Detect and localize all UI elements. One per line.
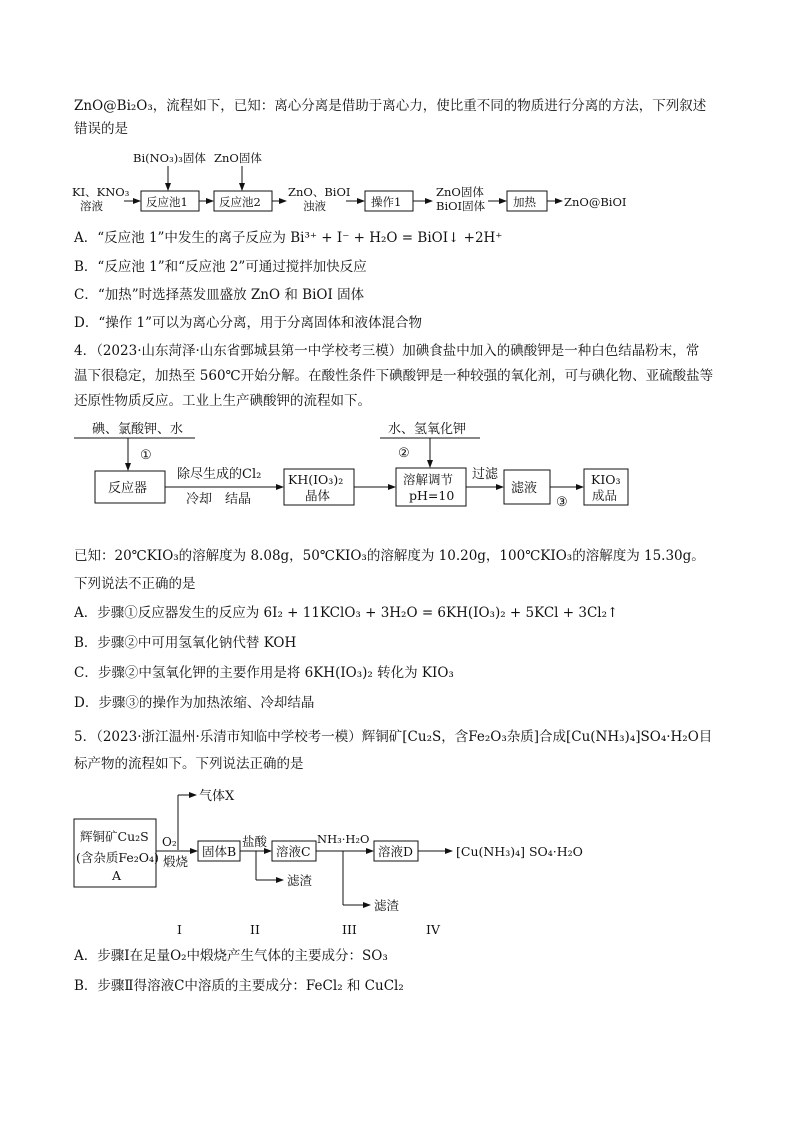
q3-option-d: D．“操作 1”可以为离心分离，用于分离固体和液体混合物 [74, 315, 423, 331]
q5-residue2-label: 滤渣 [374, 898, 400, 913]
q3-add1-label: Bi(NO₃)₃固体 [133, 151, 206, 165]
q4-box-khio-line2: 晶体 [305, 488, 331, 503]
q3-box-reactor2-label: 反应池2 [219, 195, 261, 209]
q3-intro-line1: ZnO@Bi₂O₃，流程如下，已知：离心分离是借助于离心力，使比重不同的物质进行分离的方法，下列叙述 [74, 98, 707, 114]
q4-box-reactor-label: 反应器 [108, 481, 148, 496]
q3-box-op1-label: 操作1 [371, 195, 402, 209]
q4-step2: ② [398, 446, 410, 461]
q5-line2: 标产物的流程如下。下列说法正确的是 [74, 756, 304, 772]
q5-step-1: I [177, 922, 182, 937]
q4-option-c: C．步骤②中氢氧化钾的主要作用是将 6KH(IO₃)₂ 转化为 KIO₃ [74, 665, 454, 681]
q4-box-khio-line1: KH(IO₃)₂ [288, 472, 344, 487]
q3-box-heat-label: 加热 [513, 195, 536, 209]
q5-line1: 5．（2023·浙江温州·乐清市知临中学校考一模）辉铜矿[Cu₂S，含Fe₂O₃杂质]合成[Cu(NH₃)₄]SO₄·H₂O目 [74, 729, 713, 745]
q4-filter-label: 过滤 [472, 467, 499, 482]
q4-between-bottom: 冷却 结晶 [186, 492, 252, 507]
q5-box-c-label: 溶液C [276, 844, 311, 859]
q5-gas-label: 气体X [199, 789, 235, 804]
q3-mid-line1: ZnO、BiOI [288, 185, 351, 199]
q4-reagent2: 水、氢氧化钾 [388, 422, 467, 437]
q3-option-a: A．“反应池 1”中发生的离子反应为 Bi³⁺ + I⁻ + H₂O = BiOI↓ +2H⁺ [74, 230, 503, 246]
q5-product-label: [Cu(NH₃)₄] SO₄·H₂O [456, 844, 583, 859]
q4-option-d: D．步骤③的操作为加热浓缩、冷却结晶 [74, 695, 315, 711]
q4-question: 下列说法不正确的是 [74, 576, 196, 592]
q4-line3: 还原性物质反应。工业上生产碘酸钾的流程如下。 [74, 393, 371, 409]
q3-input-line1: KI、KNO₃ [72, 185, 130, 199]
q4-box-product-line2: 成品 [592, 488, 618, 503]
q4-known: 已知：20℃KIO₃的溶解度为 8.08g，50℃KIO₃的溶解度为 10.20g，100℃KIO₃的溶解度为 15.30g。 [74, 548, 705, 564]
q4-box-filtrate-label: 滤液 [511, 481, 538, 496]
q4-option-a: A．步骤①反应器发生的反应为 6I₂ + 11KClO₃ + 3H₂O = 6KH(IO₃)₂ + 5KCl + 3Cl₂↑ [74, 605, 619, 621]
q4-line2: 温下很稳定，加热至 560℃开始分解。在酸性条件下碘酸钾是一种较强的氧化剂，可与碘化物、亚硫酸盐等 [74, 368, 714, 384]
q5-box-a-line2: (含杂质Fe₂O₄) [76, 850, 159, 865]
q4-option-b: B．步骤②中可用氢氧化钠代替 KOH [74, 635, 297, 651]
q3-add2-label: ZnO固体 [214, 151, 262, 165]
q3-option-c: C．“加热”时选择蒸发皿盛放 ZnO 和 BiOI 固体 [74, 287, 365, 303]
q5-step-4: IV [426, 922, 440, 937]
q5-hcl-label: 盐酸 [242, 834, 268, 849]
q5-box-a-line1: 辉铜矿Cu₂S [80, 829, 149, 844]
q3-input-line2: 溶液 [80, 199, 103, 213]
q3-mid2-line2: BiOI固体 [436, 199, 486, 213]
q5-step-3: III [342, 922, 357, 937]
q4-reagent1: 碘、氯酸钾、水 [92, 422, 184, 437]
q4-step3: ③ [556, 495, 568, 510]
q3-intro-line2: 错误的是 [74, 121, 128, 137]
q5-box-b-label: 固体B [202, 844, 237, 859]
q4-step1: ① [140, 448, 152, 463]
q5-step-2: II [250, 922, 260, 937]
q5-option-a: A．步骤Ⅰ在足量O₂中煅烧产生气体的主要成分：SO₃ [74, 948, 388, 964]
q3-mid-line2: 浊液 [303, 199, 326, 213]
q5-box-a-line3: A [112, 868, 122, 883]
q4-box-dissolve-line1: 溶解调节 [403, 472, 454, 487]
q3-option-b: B．“反应池 1”和“反应池 2”可通过搅拌加快反应 [74, 259, 367, 275]
q3-mid2-line1: ZnO固体 [436, 185, 484, 199]
q3-output-label: ZnO@BiOI [564, 195, 627, 209]
q3-box-reactor1-label: 反应池1 [146, 195, 188, 209]
q4-box-product-line1: KIO₃ [591, 472, 621, 487]
q5-box-d-label: 溶液D [378, 844, 414, 859]
q4-between-top: 除尽生成的Cl₂ [177, 467, 262, 482]
q5-option-b: B．步骤Ⅱ得溶液C中溶质的主要成分：FeCl₂ 和 CuCl₂ [74, 978, 404, 994]
q4-line1: 4．（2023·山东菏泽·山东省鄄城县第一中学校考三模）加碘食盐中加入的碘酸钾是一种白色结晶粉末，常 [74, 343, 700, 359]
q4-box-dissolve-line2: pH=10 [409, 488, 455, 503]
q5-residue1-label: 滤渣 [287, 873, 313, 888]
q5-nh3-label: NH₃·H₂O [317, 832, 370, 846]
q5-calcine-label: 煅烧 [163, 854, 189, 869]
q5-o2-label: O₂ [162, 835, 177, 849]
